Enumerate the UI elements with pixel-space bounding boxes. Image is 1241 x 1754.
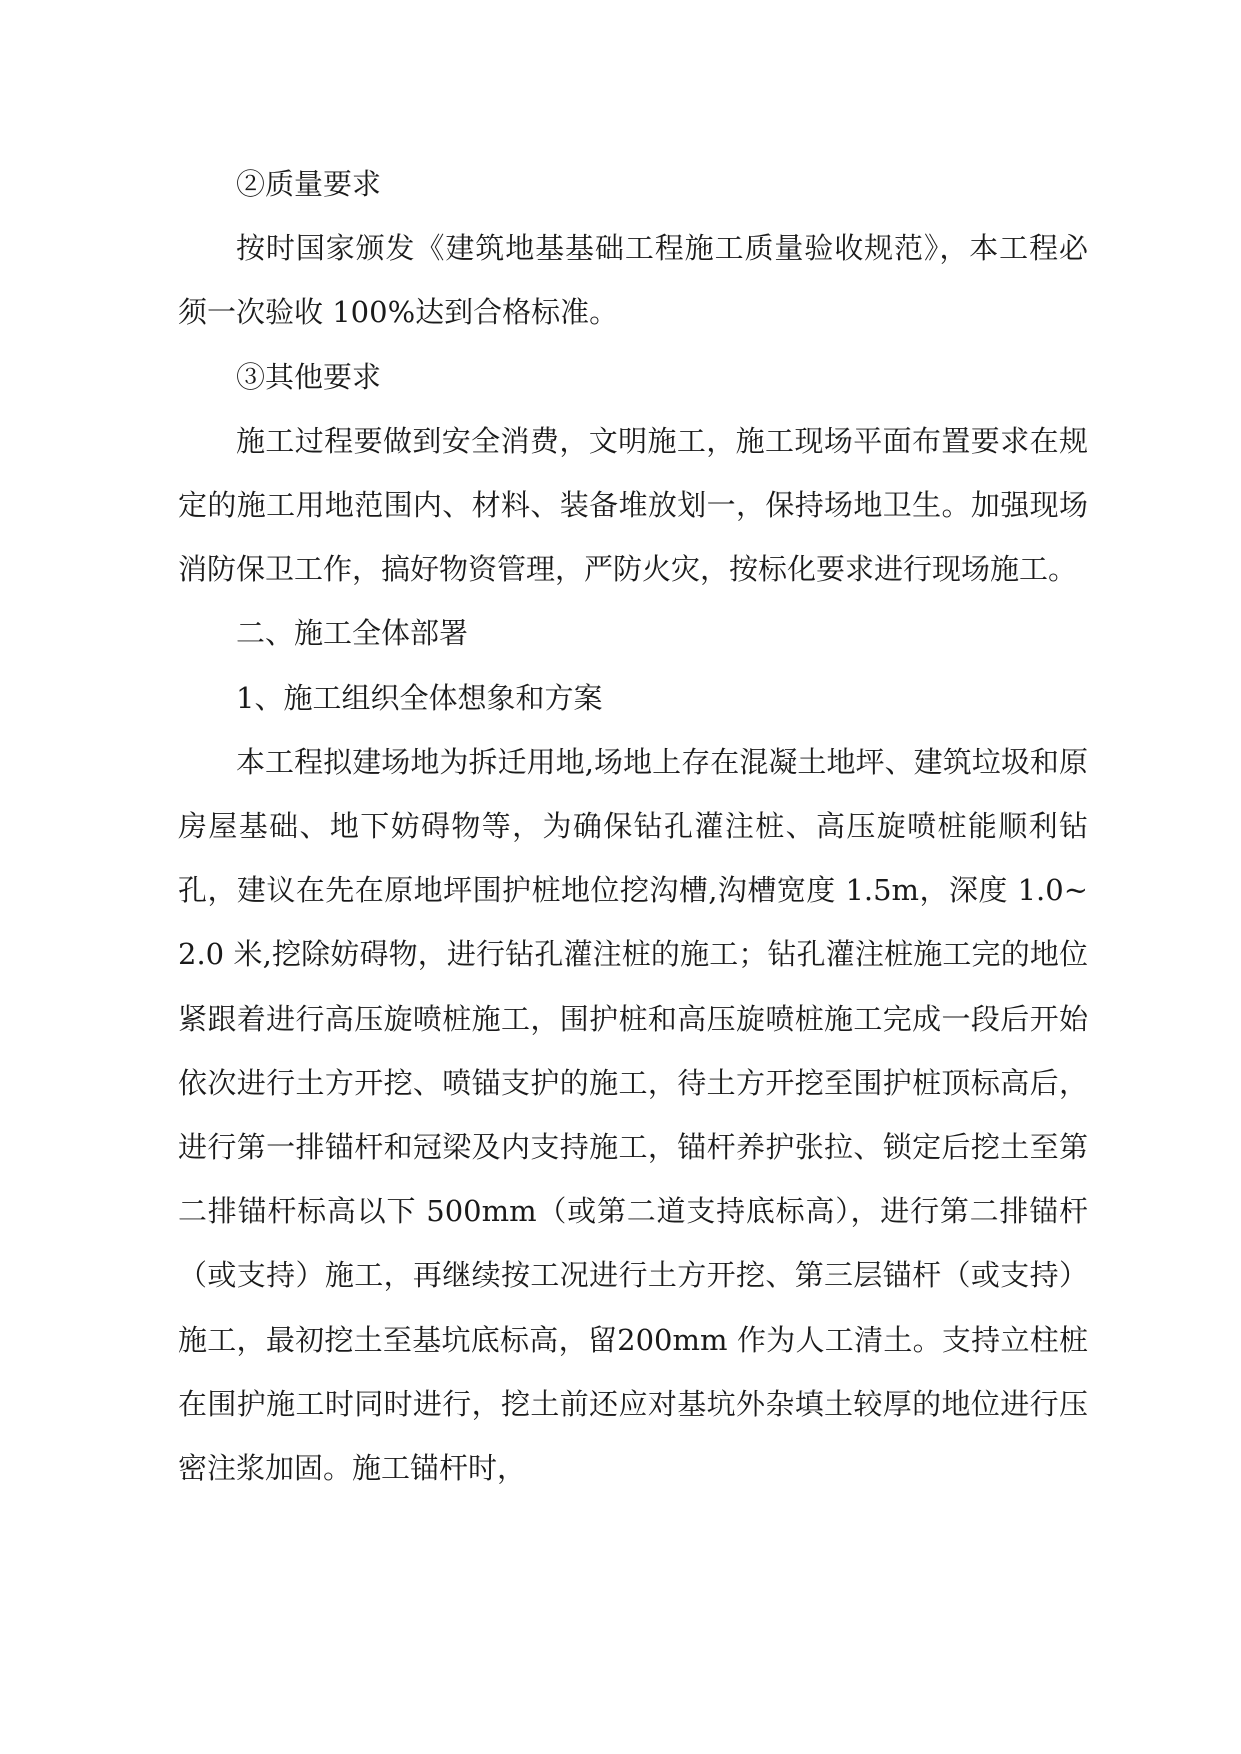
subheading-other-requirements: ③其他要求 <box>236 359 382 394</box>
subheading-quality-requirements: ②质量要求 <box>236 167 382 201</box>
paragraph-construction-sequence: 本工程拟建场地为拆迁用地,场地上存在混凝土地坪、建筑垃圾和原房屋基础、地下妨碍物等，为确保钻孔灌注桩、高压旋喷桩能顺利钻孔，建议在先在原地坪围护桩地位挖沟槽,沟槽宽度 1.5m，深度 1.0~2.0 米,挖除妨碍物，进行钻孔灌注桩的施工；钻孔灌注桩施工完的地位紧跟着进行高压旋喷桩施工，围护桩和高压旋喷桩施工完成一段后开始依次进行土方开挖、喷锚支护的施工，待土方开挖至围护桩顶标高后，进行第一排锚杆和冠梁及内支持施工，锚杆养护张拉、锁定后挖土至第二排锚杆标高以下 500mm（或第二道支持底标高），进行第二排锚杆（或支持）施工，再继续按工况进行土方开挖、第三层锚杆（或支持）施工，最初挖土至基坑底标高，留200mm 作为人工清土。支持立柱桩在围护施工时同时进行，挖土前还应对基坑外杂填土较厚的地位进行压密注浆加固。施工锚杆时， <box>178 744 1088 1486</box>
paragraph-quality-standard: 按时国家颁发《建筑地基基础工程施工质量验收规范》，本工程必须一次验收 100%达到合格标准。 <box>178 231 1088 330</box>
section-heading-construction-deployment: 二、施工全体部署 <box>236 616 469 651</box>
paragraph-site-safety: 施工过程要做到安全消费，文明施工，施工现场平面布置要求在规定的施工用地范围内、材料、装备堆放划一，保持场地卫生。加强现场消防保卫工作，搞好物资管理，严防火灾，按标化要求进行现场施工。 <box>178 423 1088 587</box>
subsection-heading-organization-plan: 1、施工组织全体想象和方案 <box>236 680 603 715</box>
document-body <box>178 152 1088 1500</box>
